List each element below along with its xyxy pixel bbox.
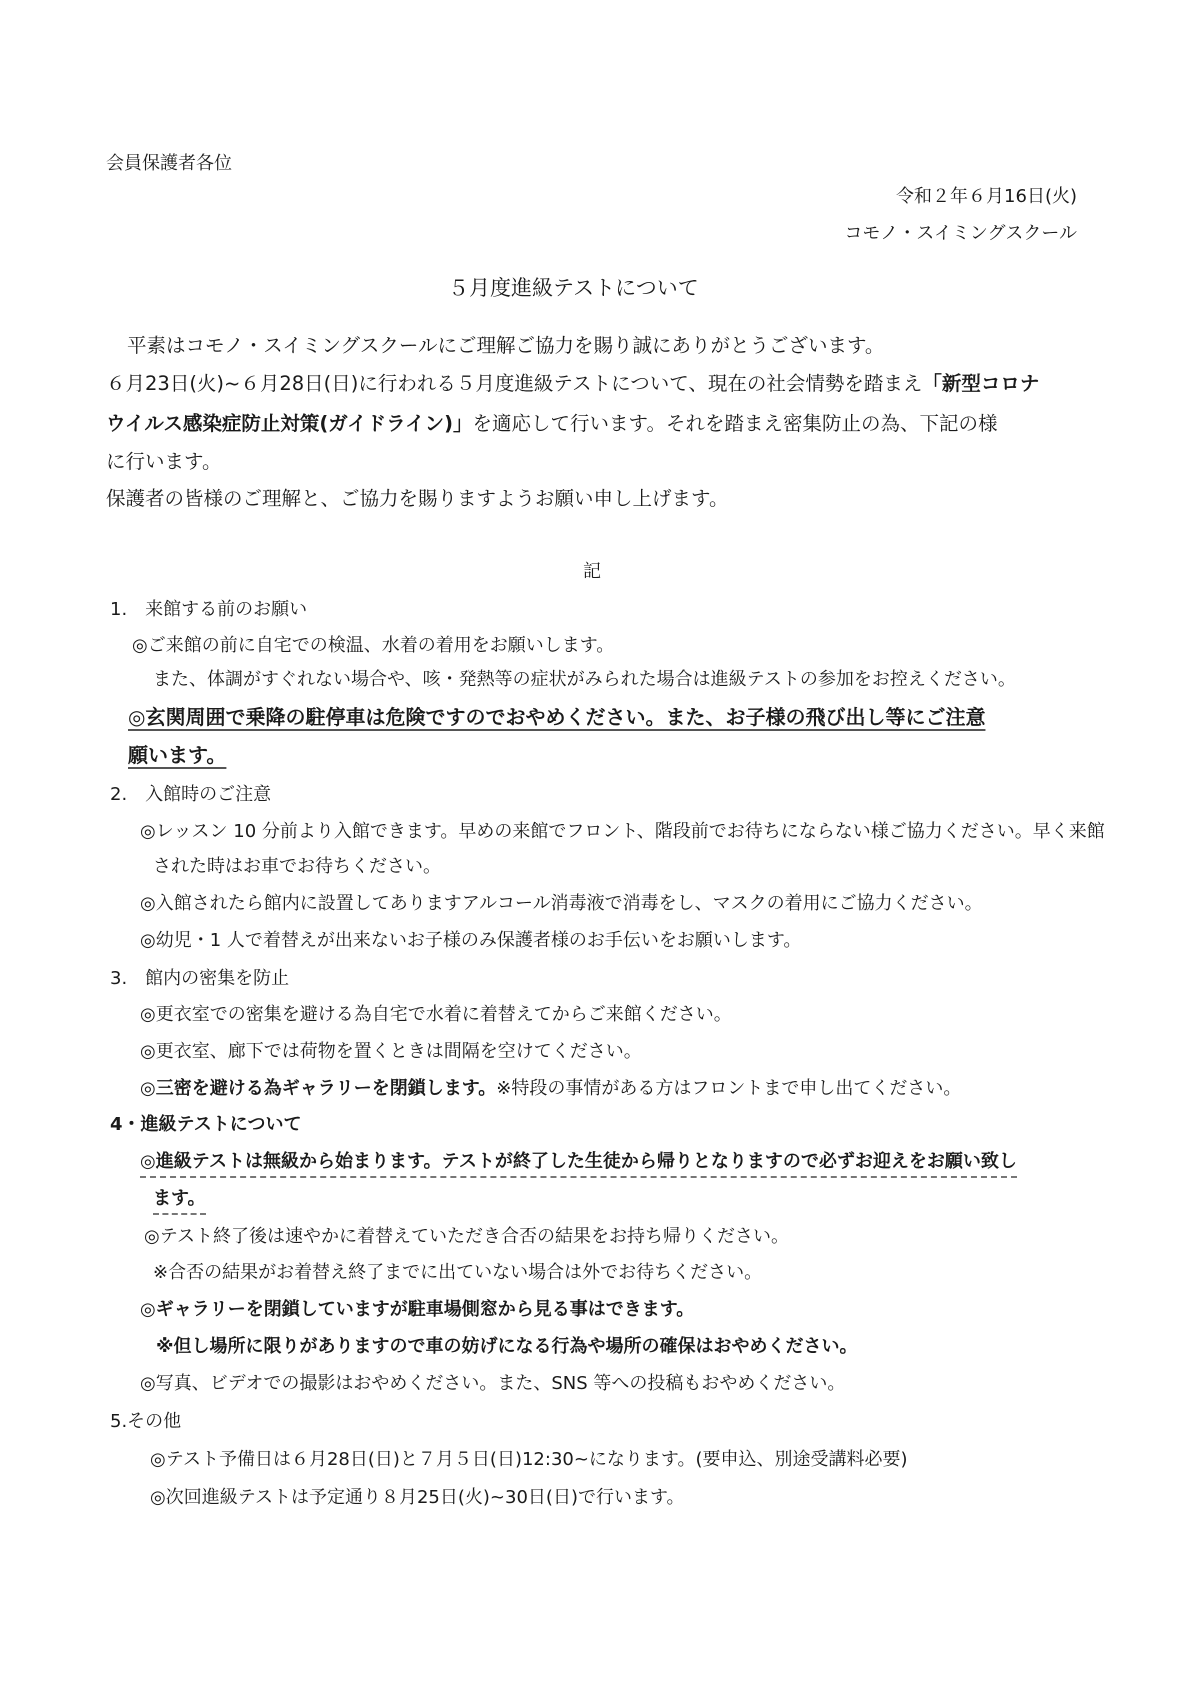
section-1-item-1: ◎ご来館の前に自宅での検温、水着の着用をお願いします。 bbox=[132, 635, 615, 656]
section-3-heading: 3. 館内の密集を防止 bbox=[110, 968, 290, 989]
section-4-item-1: ◎進級テストは無級から始まります。テストが終了した生徒から帰りとなりますので必ずお迎えをお願い致し bbox=[140, 1150, 1017, 1178]
intro-line-3-bold: ウイルス感染症防止対策(ガイドライン)」 bbox=[106, 412, 473, 435]
section-4-heading: 4・進級テストについて bbox=[110, 1114, 302, 1135]
section-4-item-4: ◎写真、ビデオでの撮影はおやめください。また、SNS 等への投稿もおやめください。 bbox=[140, 1373, 846, 1394]
intro-line-2-bold: 「新型コロナ bbox=[922, 372, 1040, 395]
intro-line-1: 平素はコモノ・スイミングスクールにご理解ご協力を賜り誠にありがとうございます。 bbox=[127, 334, 885, 357]
document-title: ５月度進級テストについて bbox=[448, 276, 699, 300]
intro-line-5: 保護者の皆様のご理解と、ご協力を賜りますようお願い申し上げます。 bbox=[106, 487, 729, 510]
section-4-item-3: ◎ギャラリーを閉鎖していますが駐車場側窓から見る事はできます。 bbox=[140, 1299, 695, 1320]
section-1-warning-line-1: ◎玄関周囲で乗降の駐停車は危険ですのでおやめください。また、お子様の飛び出し等にご注意 bbox=[128, 705, 986, 729]
intro-line-3-text: を適応して行います。それを踏まえ密集防止の為、下記の様 bbox=[472, 412, 998, 435]
intro-line-3 bbox=[106, 412, 997, 436]
intro-line-4: に行います。 bbox=[106, 450, 222, 473]
intro-line-2 bbox=[106, 372, 1039, 396]
section-1-item-1b: また、体調がすぐれない場合や、咳・発熱等の症状がみられた場合は進級テストの参加をお控えください。 bbox=[153, 669, 1016, 690]
section-4-item-2: ◎テスト終了後は速やかに着替えていただき合否の結果をお持ち帰りください。 bbox=[144, 1226, 789, 1247]
section-2-item-2: ◎入館されたら館内に設置してありますアルコール消毒液で消毒をし、マスクの着用にご協力ください。 bbox=[140, 893, 983, 914]
section-4-item-3b: ※但し場所に限りがありますので車の妨げになる行為や場所の確保はおやめください。 bbox=[156, 1336, 858, 1357]
section-5-item-2: ◎次回進級テストは予定通り８月25日(火)~30日(日)で行います。 bbox=[150, 1487, 685, 1508]
section-1-heading: 1. 来館する前のお願い bbox=[110, 599, 308, 620]
addressee: 会員保護者各位 bbox=[106, 153, 232, 174]
section-4-item-1b: ます。 bbox=[153, 1187, 206, 1215]
section-2-item-1: ◎レッスン 10 分前より入館できます。早めの来館でフロント、階段前でお待ちにならない様ご協力ください。早く来館 bbox=[140, 821, 1105, 842]
sender: コモノ・スイミングスクール bbox=[844, 223, 1077, 244]
intro-line-2-text: ６月23日(火)~６月28日(日)に行われる５月度進級テストについて、現在の社会情勢を踏まえ bbox=[106, 372, 923, 395]
section-5-item-1: ◎テスト予備日は６月28日(日)と７月５日(日)12:30~になります。(要申込、別途受講料必要) bbox=[150, 1449, 908, 1470]
section-4-item-2b: ※合否の結果がお着替え終了までに出ていない場合は外でお待ちください。 bbox=[153, 1262, 763, 1283]
section-2-heading: 2. 入館時のご注意 bbox=[110, 784, 272, 805]
ki-label: 記 bbox=[583, 561, 601, 582]
section-1-warning-line-2: 願います。 bbox=[128, 743, 227, 767]
section-3-item-2: ◎更衣室、廊下では荷物を置くときは間隔を空けてください。 bbox=[140, 1041, 642, 1062]
issue-date: 令和２年６月16日(火) bbox=[896, 186, 1077, 207]
section-5-heading: 5.その他 bbox=[110, 1411, 182, 1432]
section-3-item-3-bold: ◎三密を避ける為ギャラリーを閉鎖します。 bbox=[140, 1078, 497, 1099]
section-3-item-3 bbox=[140, 1077, 961, 1101]
section-3-item-3-note: ※特段の事情がある方はフロントまで申し出てください。 bbox=[496, 1078, 962, 1099]
section-2-item-1b: された時はお車でお待ちください。 bbox=[153, 856, 441, 877]
section-2-item-3: ◎幼児・1 人で着替えが出来ないお子様のみ保護者様のお手伝いをお願いします。 bbox=[140, 930, 802, 951]
section-3-item-1: ◎更衣室での密集を避ける為自宅で水着に着替えてからご来館ください。 bbox=[140, 1004, 732, 1025]
